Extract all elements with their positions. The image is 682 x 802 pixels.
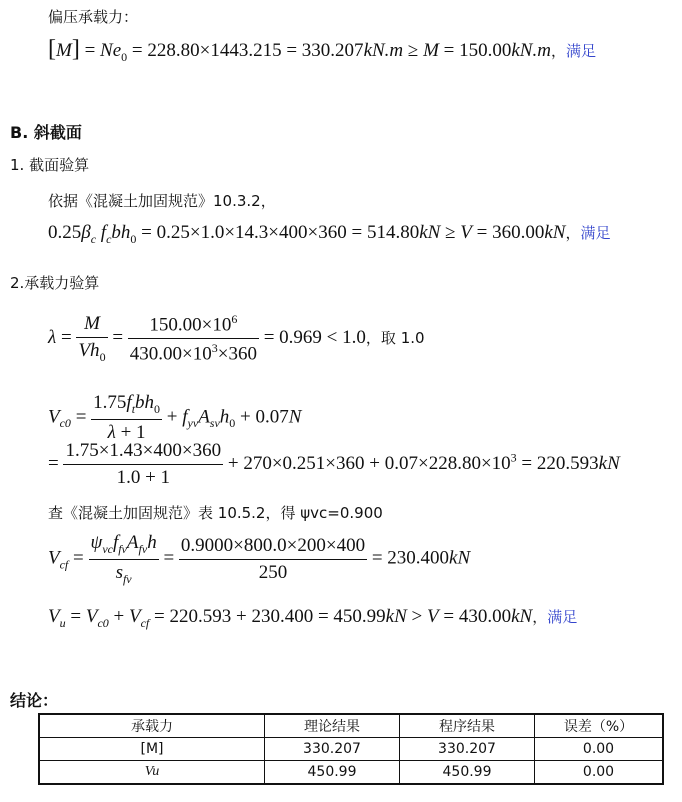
table-row <box>39 761 663 785</box>
section-b-title: B. 斜截面 <box>10 123 82 142</box>
row-name: [M] <box>39 738 265 761</box>
row-error: 0.00 <box>535 761 664 785</box>
check1-formula: $0.25\beta_c$ $f_cbh_0 = 0.25\times 1.0\times 14.3\times 400\times 360 = 514.80kN \ge V = 360.00kN$，满足 <box>48 222 611 246</box>
table-reference: 查《混凝土加固规范》表 10.5.2，得 ψvc=0.900 <box>48 504 383 522</box>
header-capacity: 承载力 <box>39 714 265 738</box>
row-theory: 330.207 <box>265 738 400 761</box>
eccentric-label: 偏压承载力： <box>48 8 139 26</box>
header-theory: 理论结果 <box>265 714 400 738</box>
conclusion-title: 结论： <box>10 691 59 710</box>
row-theory: 450.99 <box>265 761 400 785</box>
check1-title: 1. 截面验算 <box>10 156 90 174</box>
lambda-note: 取 1.0 <box>380 329 425 348</box>
conclusion-table <box>38 713 664 785</box>
lambda-formula: λ = $\frac{M}{Vh_0}$ = $\frac{150.00\times 10^6}{430.00\times 10^3\times 360}$ = 0.969 < 1.0，取 1.0 <box>48 312 425 365</box>
table-row <box>39 738 663 761</box>
check1-basis: 依据《混凝土加固规范》10.3.2， <box>48 192 276 210</box>
eccentric-formula: $[M] = Ne_0 = 228.80\times 1443.215 = 330.207kN.m \ge M = 150.00kN.m$，满足 <box>48 36 596 64</box>
check1-status: 满足 <box>580 224 611 242</box>
vc0-formula: $V_{c0}$ = $\frac{1.75f_tbh_0}{\lambda + 1}$ + $f_{yv}A_{sv}h_0 + 0.07N$ <box>48 392 302 443</box>
row-name: Vu <box>39 761 265 785</box>
table-header-row <box>39 714 663 738</box>
vc0-value: = $\frac{1.75\times 1.43\times 400\times 360}{1.0 + 1}$ + $270\times 0.251\times 360 + 0.07\times 228.80\times 10^3 = 220.593kN$ <box>48 440 620 488</box>
header-program: 程序结果 <box>400 714 535 738</box>
vu-formula: $V_u = V_{c0} + V_{cf} = 220.593 + 230.400 = 450.99kN > V = 430.00kN$，满足 <box>48 606 578 630</box>
vcf-formula: $V_{cf}$ = $\frac{\psi_{vc}f_{fv}A_{fv}h}{s_{fv}}$ = $\frac{0.9000\times 800.0\times 200\times 400}{250}$ = 230.400kN <box>48 532 471 586</box>
row-program: 330.207 <box>400 738 535 761</box>
check2-title: 2.承载力验算 <box>10 274 100 292</box>
header-error: 误差（%） <box>535 714 664 738</box>
vu-status: 满足 <box>547 608 578 626</box>
row-error: 0.00 <box>535 738 664 761</box>
row-program: 450.99 <box>400 761 535 785</box>
eccentric-status: 满足 <box>565 42 596 60</box>
